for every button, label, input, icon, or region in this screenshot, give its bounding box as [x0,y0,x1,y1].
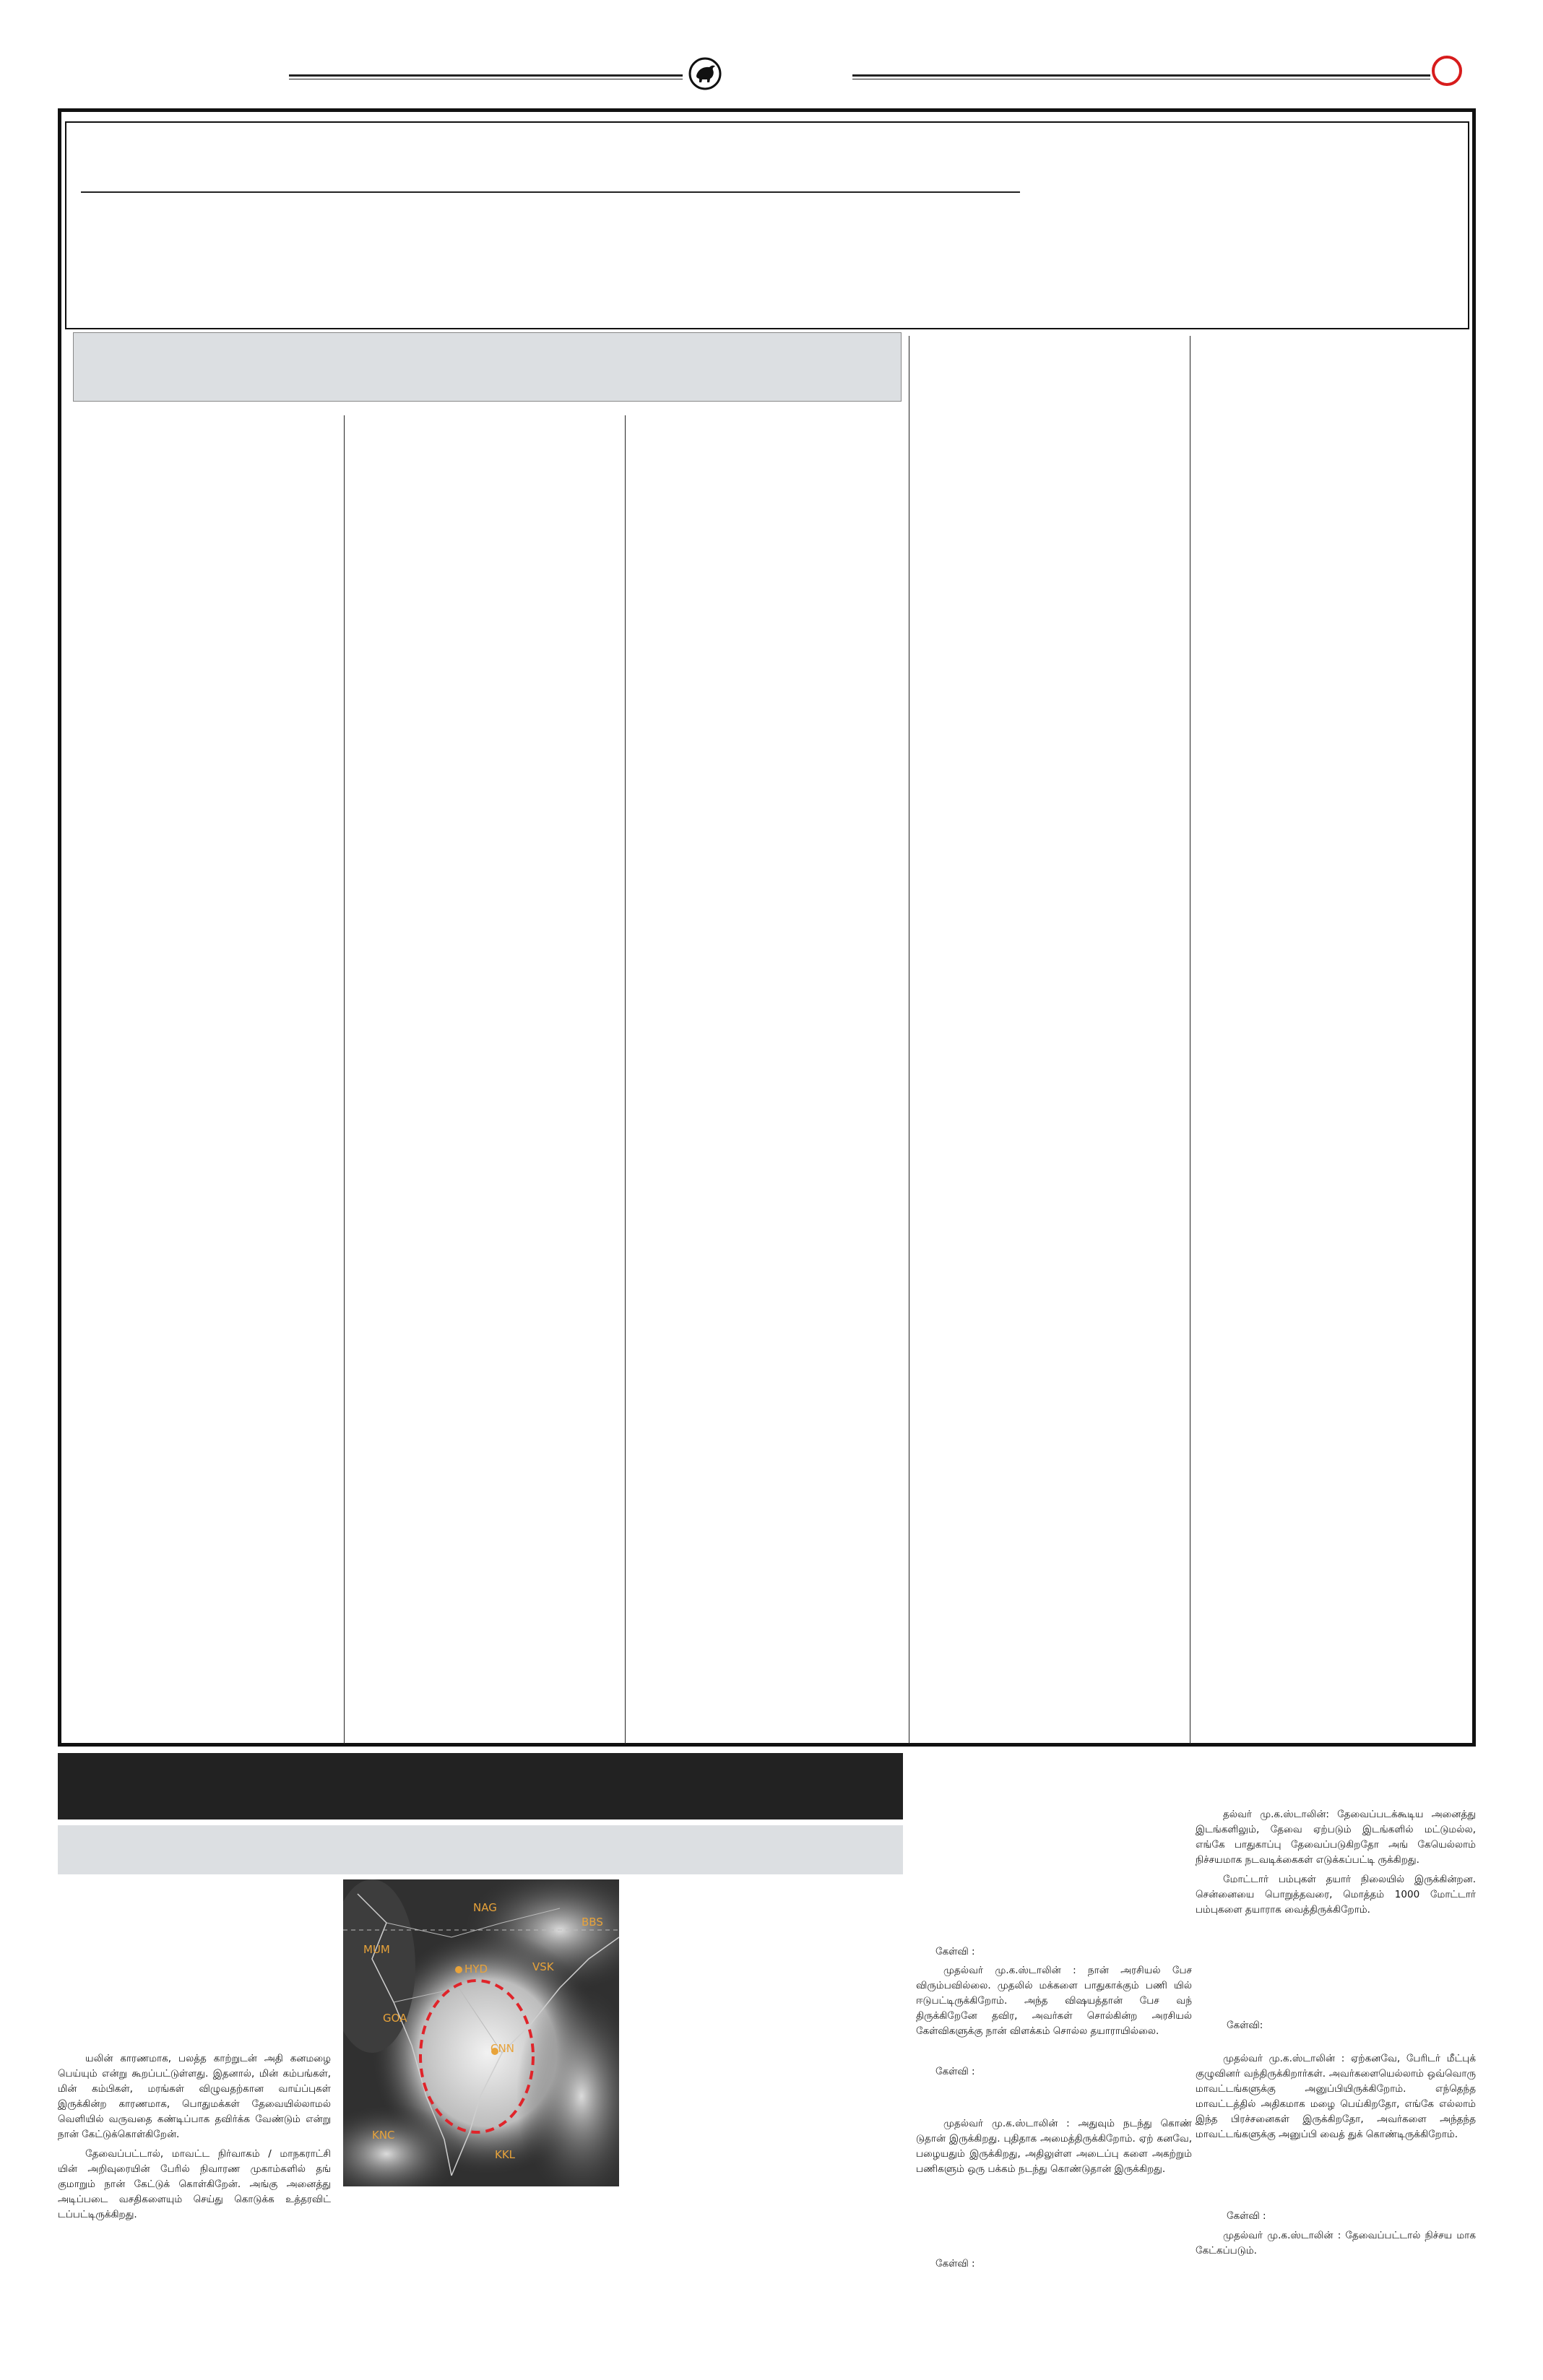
bull-emblem-icon [688,56,722,91]
subhead-band [73,332,902,402]
map-label-cnn: CNN [490,2042,514,2055]
headline-box [65,121,1469,329]
article-paragraph: தேவைப்பட்டால், மாவட்ட நிர்வாகம் / மாநகராட்சி யின் அறிவுரையின் பேரில் நிவாரண முகாம்களில் தங் குமாறும் நான் கேட்டுக் கொள்கிறேன். அங்கு அனைத்து அடிப்படை வசதிகளையும் செய்து கொடுக்க உத்தரவிட் டப்பட்டிருக்கிறது. [58,2148,331,2220]
article-mid-answer-2 [916,2116,1192,2181]
map-label-mum: MUM [363,1943,390,1956]
article-paragraph: முதல்வர் மு.க.ஸ்டாலின் : தேவைப்பட்டால் நிச்சய மாக கேட்கப்படும். [1196,2230,1476,2256]
article-paragraph: மோட்டார் பம்புகள் தயார் நிலையில் இருக்கின்றன. சென்னையை பொறுத்தவரை, மொத்தம் 1000 மோட்டார் பம்புகளை தயாராக வைத்திருக்கிறோம். [1196,1874,1476,1916]
header-rule-right [852,74,1430,77]
article-paragraph: தல்வர் மு.க.ஸ்டாலின்: தேவைப்படக்கூடிய அனைத்து இடங்களிலும், தேவை ஏற்படும் இடங்களில் மட்டுமல்ல, எங்கே பாதுகாப்பு தேவைப்படுகிறதோ அங் கேயெல்லாம் நிச்சயமாக நடவடிக்கைகள் எடுக்கப்பட்டி ருக்கிறது. [1196,1809,1476,1866]
map-label-knc: KNC [372,2129,395,2142]
article-paragraph: முதல்வர் மு.க.ஸ்டாலின் : நான் அரசியல் பேச விரும்பவில்லை. முதலில் மக்களை பாதுகாக்கும் பணி யில் ஈடுபட்டிருக்கிறோம். அந்த விஷயத்தான் பேச வந் திருக்கிறேனே தவிர, அவர்கள் சொல்கின்ற அரசியல் கேள்விகளுக்கு நான் விளக்கம் சொல்ல தயாராயில்லை. [916,1965,1192,2037]
map-label-nag: NAG [473,1901,497,1914]
headline-underline [81,191,1020,193]
article-paragraph: முதல்வர் மு.க.ஸ்டாலின் : ஏற்கனவே, பேரிடர் மீட்புக் குழுவினர் வந்திருக்கிறார்கள். அவர்களையெல்லாம் ஒவ்வொரு மாவட்டங்களுக்கு அனுப்பியிருக்கிறோம். எந்தெந்த மாவட்டத்தில் அதிகமாக மழை பெய்கிறதோ, எங்கே எல்லாம் இந்த பிரச்சனைகள் இருக்கிறதோ, அவர்களை அந்தந்த மாவட்டங்களுக்கு அனுப்பி வைத் துக் கொண்டிருக்கிறோம். [1196,2053,1476,2140]
article-right-block-1 [1196,1807,1476,1922]
story-subhead-band [58,1825,903,1874]
header-rule-left [289,74,683,77]
question-label: கேள்வி : [1227,2210,1266,2222]
article-right-block-3 [1196,2228,1476,2263]
column-divider [344,415,345,1744]
article-mid-answer-1 [916,1963,1192,2043]
question-label: கேள்வி: [1227,2020,1263,2031]
article-paragraph: முதல்வர் மு.க.ஸ்டாலின் : அதுவும் நடந்து கொண் டுதான் இருக்கிறது. புதிதாக அமைத்திருக்கிறோம். ஏற் கனவே, பழையதும் இருக்கிறது, அதிலுள்ள அடைப்பு களை அகற்றும் பணிகளும் ஒரு பக்கம் நடந்து கொண்டுதான் இருக்கிறது. [916,2118,1192,2175]
map-label-hyd: HYD [464,1963,488,1976]
map-label-kkl: KKL [495,2148,516,2161]
cyclone-satellite-image [343,1879,619,2186]
page-number-badge [1432,56,1462,86]
article-left-column [58,2051,331,2227]
article-paragraph: யலின் காரணமாக, பலத்த காற்றுடன் அதி கனமழை பெய்யும் என்று கூறப்பட்டுள்ளது. இதனால், மின் கம்பங்கள், மின் கம்பிகள், மரங்கள் விழுவதற்கான வாய்ப்புகள் இருக்கின்ற காரணமாக, பொதுமக்கள் தேவையில்லாமல் வெளியில் வருவதை கண்டிப்பாக தவிர்க்க வேண்டும் என்று நான் கேட்டுக்கொள்கிறேன். [58,2053,331,2140]
question-label: கேள்வி : [935,1946,975,1957]
article-right-block-2 [1196,2051,1476,2147]
map-label-bbs: BBS [582,1916,603,1929]
map-label-goa: GOA [383,2012,407,2025]
column-divider [625,415,626,1744]
question-label: கேள்வி : [935,2258,975,2269]
map-label-vsk: VSK [532,1960,554,1973]
story-banner [58,1753,903,1819]
question-label: கேள்வி : [935,2066,975,2077]
